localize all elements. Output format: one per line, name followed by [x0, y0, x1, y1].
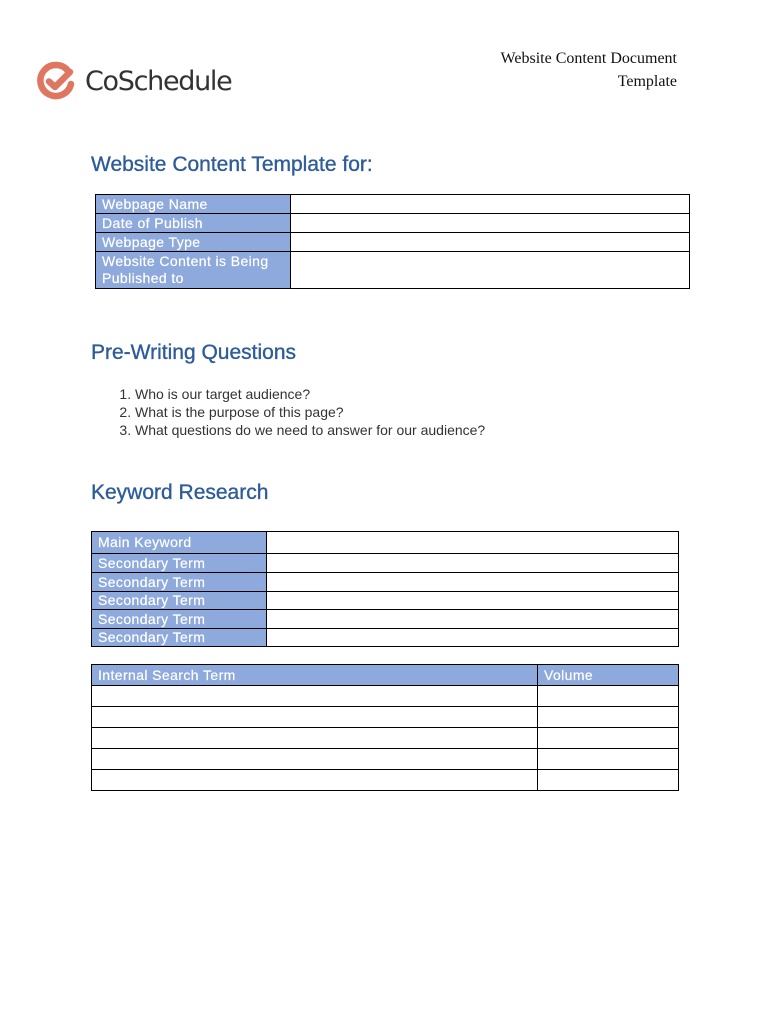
table-row: [92, 532, 679, 554]
table-row: [96, 233, 690, 252]
table-row: [92, 610, 679, 629]
internal-search-table: [91, 664, 679, 791]
row-label: Date of Publish: [96, 214, 291, 233]
table-row: [92, 629, 679, 647]
document-header-line1: Website Content Document: [500, 50, 677, 67]
row-value-field[interactable]: [291, 233, 690, 252]
row-value-field[interactable]: [291, 195, 690, 214]
table-header-row: [92, 665, 679, 686]
table-row: [96, 214, 690, 233]
search-term-cell[interactable]: [92, 749, 538, 770]
table-row: [96, 195, 690, 214]
row-value-field[interactable]: [267, 532, 679, 554]
row-label: Secondary Term: [92, 629, 267, 647]
row-label: Website Content is Being Published to: [96, 252, 291, 289]
search-term-cell[interactable]: [92, 770, 538, 791]
table-row: [92, 554, 679, 573]
row-label: Webpage Name: [96, 195, 291, 214]
row-value-field[interactable]: [291, 214, 690, 233]
volume-cell[interactable]: [538, 707, 679, 728]
row-label: Secondary Term: [92, 592, 267, 610]
row-label: Webpage Type: [96, 233, 291, 252]
row-label: Secondary Term: [92, 573, 267, 592]
pre-writing-title: Pre-Writing Questions: [91, 341, 297, 364]
content-template-table: [95, 194, 690, 289]
list-item: 3. What questions do we need to answer for our audience?: [135, 421, 485, 439]
search-term-cell[interactable]: [92, 728, 538, 749]
coschedule-logo: [36, 61, 231, 101]
column-header-search-term: Internal Search Term: [92, 665, 538, 686]
document-header: [417, 47, 677, 93]
row-value-field[interactable]: [267, 629, 679, 647]
search-term-cell[interactable]: [92, 686, 538, 707]
list-item: 2. What is the purpose of this page?: [135, 403, 485, 421]
content-template-title: Website Content Template for:: [91, 153, 373, 176]
volume-cell[interactable]: [538, 728, 679, 749]
row-label: Secondary Term: [92, 554, 267, 573]
row-value-field[interactable]: [267, 573, 679, 592]
brand-name: CoSchedule: [85, 65, 232, 97]
pre-writing-questions-list: [105, 385, 485, 439]
table-row: [92, 770, 679, 791]
table-row: [92, 749, 679, 770]
row-value-field[interactable]: [267, 592, 679, 610]
row-label: Secondary Term: [92, 610, 267, 629]
volume-cell[interactable]: [538, 686, 679, 707]
keyword-table: [91, 531, 679, 647]
row-value-field[interactable]: [291, 252, 690, 289]
checkmark-circle-icon: [36, 61, 76, 101]
table-row: [92, 686, 679, 707]
row-value-field[interactable]: [267, 610, 679, 629]
list-item: 1. Who is our target audience?: [135, 385, 485, 403]
table-row: [92, 592, 679, 610]
table-row: [92, 573, 679, 592]
row-label: Main Keyword: [92, 532, 267, 554]
document-header-line2: Template: [617, 73, 677, 90]
volume-cell[interactable]: [538, 770, 679, 791]
table-row: [92, 707, 679, 728]
volume-cell[interactable]: [538, 749, 679, 770]
row-value-field[interactable]: [267, 554, 679, 573]
column-header-volume: Volume: [538, 665, 679, 686]
table-row: [96, 252, 690, 289]
keyword-research-title: Keyword Research: [91, 481, 269, 504]
search-term-cell[interactable]: [92, 707, 538, 728]
table-row: [92, 728, 679, 749]
